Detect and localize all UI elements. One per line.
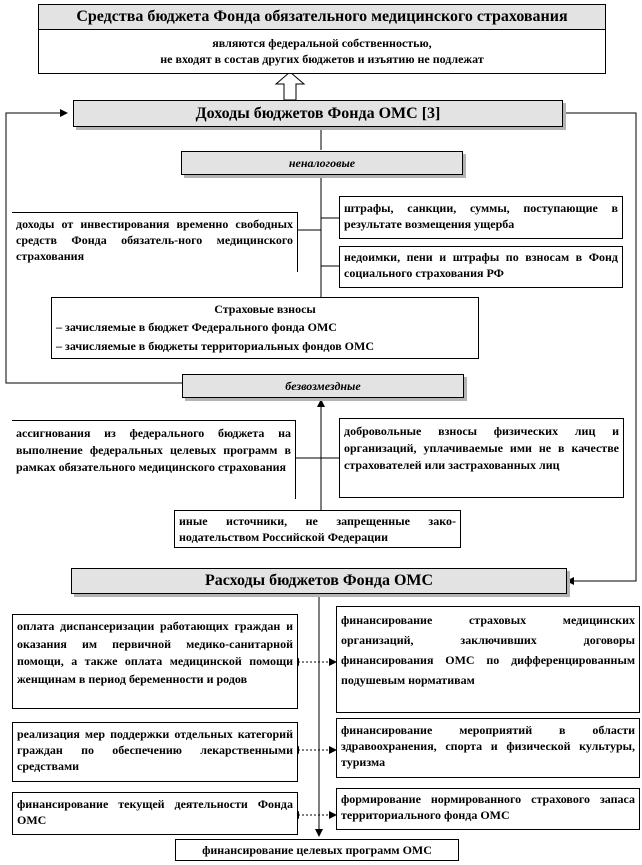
- expense-left-2-text: реализация мер поддержки отдельных категорий граждан по обеспечению лекарственными средствами: [17, 727, 293, 773]
- expense-right-2-text: финансирование мероприятий в области здравоохранения, спорта и физической культуры, туризма: [341, 723, 635, 769]
- expense-left-3: [12, 792, 298, 835]
- gratuitous-label-text: безвозмездные: [285, 379, 361, 393]
- federal-budget-box: [12, 420, 296, 499]
- expense-left-3-text: финансирование текущей деятельности Фонда ОМС: [17, 797, 293, 827]
- investment-income-text: доходы от инвестирования временно свободных средств Фонда обязатель-ного медицинского страхования: [16, 217, 293, 263]
- other-sources-box: [174, 510, 461, 548]
- other-sources-text: иные источники, не запрещенные зако-нодательством Российской Федерации: [179, 514, 456, 544]
- nontax-label: [181, 151, 463, 175]
- expenses-header: [71, 568, 567, 594]
- fines-text: штрафы, санкции, суммы, поступающие в результате возмещения ущерба: [344, 201, 618, 231]
- federal-budget-text: ассигнования из федерального бюджета на выполнение федеральных целевых программ в рамках обязательного медицинского страхования: [16, 426, 291, 474]
- income-header-text: Доходы бюджетов Фонда ОМС [3]: [195, 105, 441, 122]
- investment-income-box: [12, 212, 298, 272]
- arrears-text: недоимки, пени и штрафы по взносам в Фонд социального страхования РФ: [344, 250, 618, 280]
- fund-title: [38, 4, 606, 30]
- target-programs-box: [175, 839, 459, 861]
- voluntary-box: [339, 418, 624, 498]
- right-loop-line: [563, 113, 636, 581]
- expense-right-3: [336, 788, 640, 830]
- expense-right-1: [336, 606, 640, 713]
- expense-left-2: [12, 722, 298, 782]
- arrears-box: [339, 246, 623, 288]
- expense-right-1-text: финансирование страховых медицинских организаций, заключивших договоры финансирования ОМС по дифференцированным подушевым нормативам: [341, 613, 635, 687]
- insurance-item-federal: – зачисляемые в бюджет Федерального фонда ОМС: [56, 320, 337, 334]
- expense-left-1-text: оплата диспансеризации работающих граждан и оказания им первичной медико-санитарной помощи, а также оплата медицинской помощи женщинам в период беременности и родов: [17, 619, 293, 686]
- target-programs-text: финансирование целевых программ ОМС: [202, 843, 432, 857]
- expense-right-3-text: формирование нормированного страхового запаса территориального фонда ОМС: [341, 792, 635, 822]
- income-to-top-arrow: [276, 72, 304, 100]
- income-header: [73, 100, 563, 127]
- fund-status-line-1: являются федеральной собственностью,: [212, 36, 432, 50]
- fund-status-line-2: не входят в состав других бюджетов и изъятию не подлежат: [160, 52, 484, 66]
- expense-left-1: [12, 614, 298, 709]
- expense-right-2: [336, 718, 640, 778]
- insurance-box: [51, 297, 479, 359]
- nontax-label-text: неналоговые: [288, 156, 356, 170]
- voluntary-text: добровольные взносы физических лиц и организаций, уплачиваемые ими не в качестве страхователей или застрахованных лиц: [344, 424, 619, 472]
- gratuitous-label: [182, 374, 464, 398]
- insurance-title: Страховые взносы: [214, 302, 316, 316]
- fund-status-box: [38, 29, 606, 74]
- fines-box: [339, 196, 623, 239]
- fund-title-wrapper: [38, 4, 606, 74]
- fund-title-text: Средства бюджета Фонда обязательного медицинского страхования: [76, 8, 568, 25]
- expenses-header-text: Расходы бюджетов Фонда ОМС: [204, 572, 434, 589]
- insurance-item-territorial: – зачисляемые в бюджеты территориальных фондов ОМС: [56, 339, 375, 353]
